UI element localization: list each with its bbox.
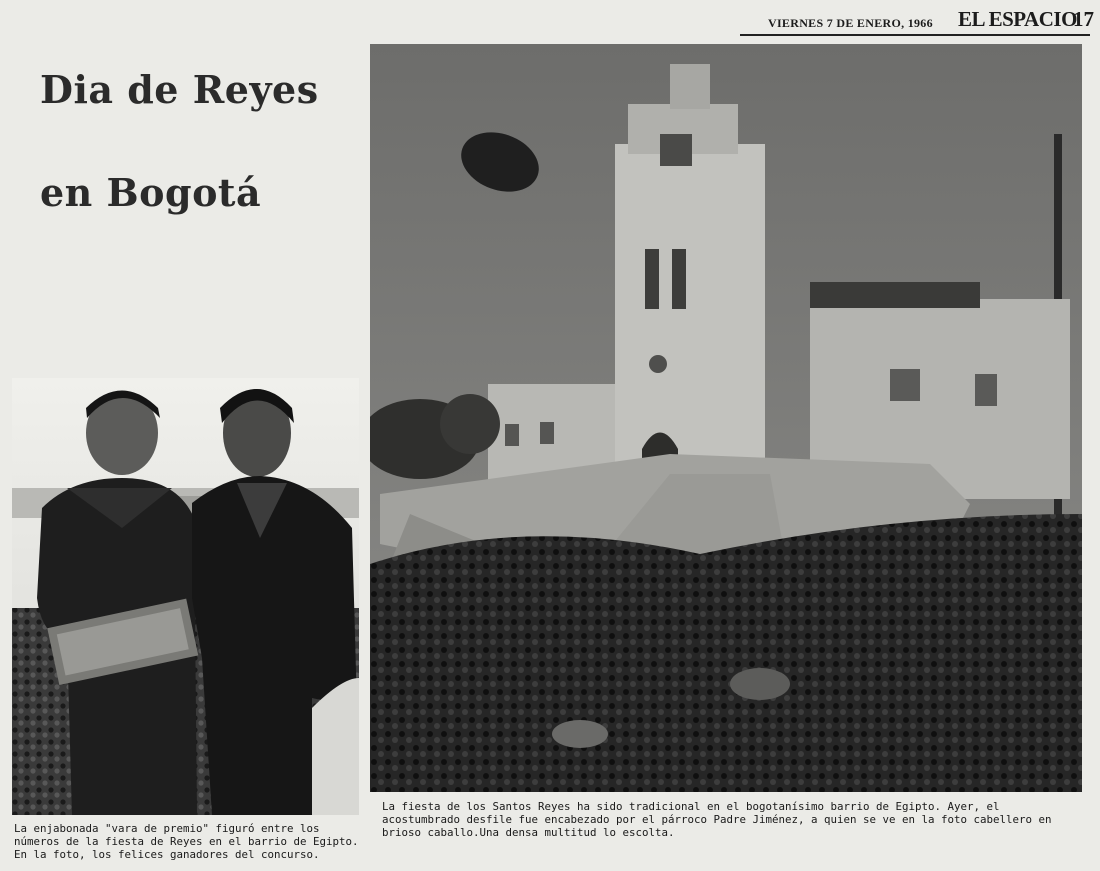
photo-boys	[12, 378, 359, 815]
issue-date: VIERNES 7 DE ENERO, 1966	[768, 16, 933, 30]
photo-church-crowd	[370, 44, 1082, 792]
article-title-line-1: Dia de Reyes	[40, 67, 319, 112]
masthead	[740, 6, 1094, 36]
caption-boys: La enjabonada "vara de premio" figuró entre los números de la fiesta de Reyes en el barrio de Egipto. En la foto, los felices ganadores del concurso.	[14, 822, 359, 861]
caption-church: La fiesta de los Santos Reyes ha sido tradicional en el bogotanísimo barrio de Egipto. Ayer, el acostumbrado desfile fue encabezado por el párroco Padre Jiménez, a quien se ve en la foto cabellero en brioso caballo.Una densa multitud lo escolta.	[382, 800, 1052, 839]
page-number: 17	[1073, 7, 1094, 31]
article-title-line-2: en Bogotá	[40, 170, 262, 215]
newspaper-name: EL ESPACIO	[958, 7, 1077, 31]
